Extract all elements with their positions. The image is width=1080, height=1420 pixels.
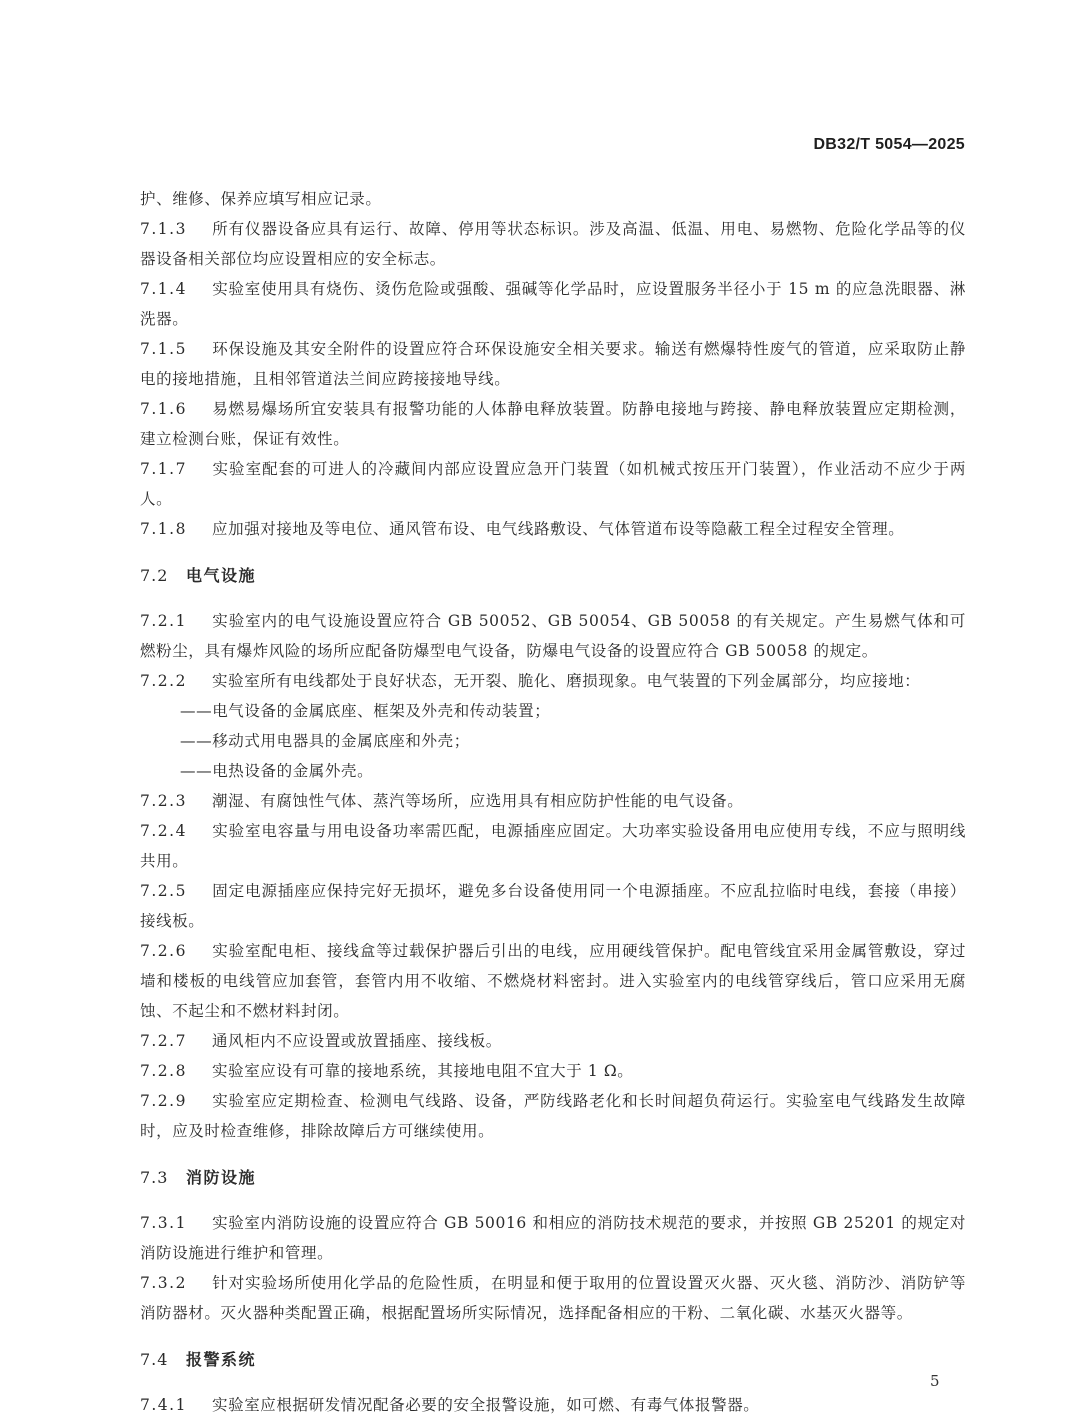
clause-number: 7.2.4 <box>140 822 187 840</box>
clause-paragraph <box>140 1208 966 1268</box>
clause-number: 7.1.3 <box>140 220 187 238</box>
section-title: 电气设施 <box>186 566 257 585</box>
clause-paragraph <box>140 394 966 454</box>
standard-code: DB32/T 5054—2025 <box>813 136 965 153</box>
clause-paragraph <box>140 786 966 816</box>
clause-paragraph <box>140 274 966 334</box>
clause-text: 实验室电容量与用电设备功率需匹配，电源插座应固定。大功率实验设备用电应使用专线，不应与照明线共用。 <box>140 822 966 870</box>
clause-paragraph <box>140 454 966 514</box>
clause-paragraph <box>140 334 966 394</box>
clause-number: 7.3.2 <box>140 1274 187 1292</box>
section-number: 7.3 <box>140 1168 169 1187</box>
clause-number: 7.4.1 <box>140 1396 187 1414</box>
intro-paragraph: 护、维修、保养应填写相应记录。 <box>140 190 382 208</box>
clause-paragraph <box>140 936 966 1026</box>
clause-text: 实验室配电柜、接线盒等过载保护器后引出的电线，应用硬线管保护。配电管线宜采用金属管敷设，穿过墙和楼板的电线管应加套管，套管内用不收缩、不燃烧材料密封。进入实验室内的电线管穿线后，管口应采用无腐蚀、不起尘和不燃材料封闭。 <box>140 942 966 1020</box>
clause-text: 易燃易爆场所宜安装具有报警功能的人体静电释放装置。防静电接地与跨接、静电释放装置应定期检测，建立检测台账，保证有效性。 <box>140 400 966 448</box>
clause-number: 7.1.7 <box>140 460 187 478</box>
clause-number: 7.2.1 <box>140 612 187 630</box>
clauses-7-2-a <box>140 606 966 696</box>
clause-number: 7.3.1 <box>140 1214 187 1232</box>
clauses-7-3 <box>140 1208 966 1328</box>
clause-text: 实验室所有电线都处于良好状态，无开裂、脆化、磨损现象。电气装置的下列金属部分，均应接地： <box>212 672 921 690</box>
dash-list <box>140 696 966 786</box>
clauses-7-1 <box>140 214 966 544</box>
clause-paragraph <box>140 214 966 274</box>
section-heading-7-3 <box>140 1163 966 1193</box>
clause-number: 7.1.6 <box>140 400 187 418</box>
clause-number: 7.2.9 <box>140 1092 187 1110</box>
section-number: 7.4 <box>140 1350 169 1369</box>
clause-paragraph <box>140 1268 966 1328</box>
clause-paragraph <box>140 514 966 544</box>
clause-number: 7.2.7 <box>140 1032 187 1050</box>
clause-text: 实验室配套的可进人的冷藏间内部应设置应急开门装置（如机械式按压开门装置），作业活动不应少于两人。 <box>140 460 966 508</box>
clause-number: 7.2.6 <box>140 942 187 960</box>
clause-paragraph <box>140 1086 966 1146</box>
section-title: 报警系统 <box>186 1350 257 1369</box>
clause-text: 实验室内消防设施的设置应符合 GB 50016 和相应的消防技术规范的要求，并按照 GB 25201 的规定对消防设施进行维护和管理。 <box>140 1214 966 1262</box>
clause-paragraph <box>140 876 966 936</box>
section-title: 消防设施 <box>186 1168 257 1187</box>
clause-paragraph <box>140 666 966 696</box>
clause-text: 通风柜内不应设置或放置插座、接线板。 <box>212 1032 502 1050</box>
clause-text: 实验室应设有可靠的接地系统，其接地电阻不宜大于 1 Ω。 <box>212 1062 634 1080</box>
section-heading-7-2 <box>140 561 966 591</box>
clause-text: 应加强对接地及等电位、通风管布设、电气线路敷设、气体管道布设等隐蔽工程全过程安全管理。 <box>212 520 905 538</box>
clauses-7-2-b <box>140 786 966 1146</box>
section-number: 7.2 <box>140 566 169 585</box>
clause-number: 7.2.5 <box>140 882 187 900</box>
clause-text: 针对实验场所使用化学品的危险性质，在明显和便于取用的位置设置灭火器、灭火毯、消防沙、消防铲等消防器材。灭火器种类配置正确，根据配置场所实际情况，选择配备相应的干粉、二氧化碳、水基灭火器等。 <box>140 1274 966 1322</box>
clause-number: 7.1.8 <box>140 520 187 538</box>
section-heading-7-4 <box>140 1345 966 1375</box>
page-number: 5 <box>930 1372 940 1390</box>
clause-number: 7.2.8 <box>140 1062 187 1080</box>
clause-text: 实验室应定期检查、检测电气线路、设备，严防线路老化和长时间超负荷运行。实验室电气线路发生故障时，应及时检查维修，排除故障后方可继续使用。 <box>140 1092 966 1140</box>
clauses-7-4 <box>140 1390 966 1420</box>
clause-text: 实验室应根据研发情况配备必要的安全报警设施，如可燃、有毒气体报警器。 <box>212 1396 760 1414</box>
dash-item: ——移动式用电器具的金属底座和外壳； <box>180 732 470 750</box>
clause-text: 实验室使用具有烧伤、烫伤危险或强酸、强碱等化学品时，应设置服务半径小于 15 m 的应急洗眼器、淋洗器。 <box>140 280 966 328</box>
clause-number: 7.1.4 <box>140 280 187 298</box>
clause-text: 固定电源插座应保持完好无损坏，避免多台设备使用同一个电源插座。不应乱拉临时电线，套接（串接）接线板。 <box>140 882 966 930</box>
clause-text: 实验室内的电气设施设置应符合 GB 50052、GB 50054、GB 50058 的有关规定。产生易燃气体和可燃粉尘，具有爆炸风险的场所应配备防爆型电气设备，防爆电气设备的设置应符合 GB 50058 的规定。 <box>140 612 966 660</box>
clause-text: 环保设施及其安全附件的设置应符合环保设施安全相关要求。输送有燃爆特性废气的管道，应采取防止静电的接地措施，且相邻管道法兰间应跨接接地导线。 <box>140 340 966 388</box>
document-body <box>140 184 966 1420</box>
clause-number: 7.2.3 <box>140 792 187 810</box>
clause-text: 潮湿、有腐蚀性气体、蒸汽等场所，应选用具有相应防护性能的电气设备。 <box>212 792 744 810</box>
clause-number: 7.2.2 <box>140 672 187 690</box>
clause-number: 7.1.5 <box>140 340 187 358</box>
clause-paragraph <box>140 1390 966 1420</box>
clause-text: 所有仪器设备应具有运行、故障、停用等状态标识。涉及高温、低温、用电、易燃物、危险化学品等的仪器设备相关部位均应设置相应的安全标志。 <box>140 220 966 268</box>
clause-paragraph <box>140 1056 966 1086</box>
dash-item: ——电热设备的金属外壳。 <box>180 762 374 780</box>
dash-item: ——电气设备的金属底座、框架及外壳和传动装置； <box>180 702 551 720</box>
clause-paragraph <box>140 1026 966 1056</box>
clause-paragraph <box>140 606 966 666</box>
clause-paragraph <box>140 816 966 876</box>
